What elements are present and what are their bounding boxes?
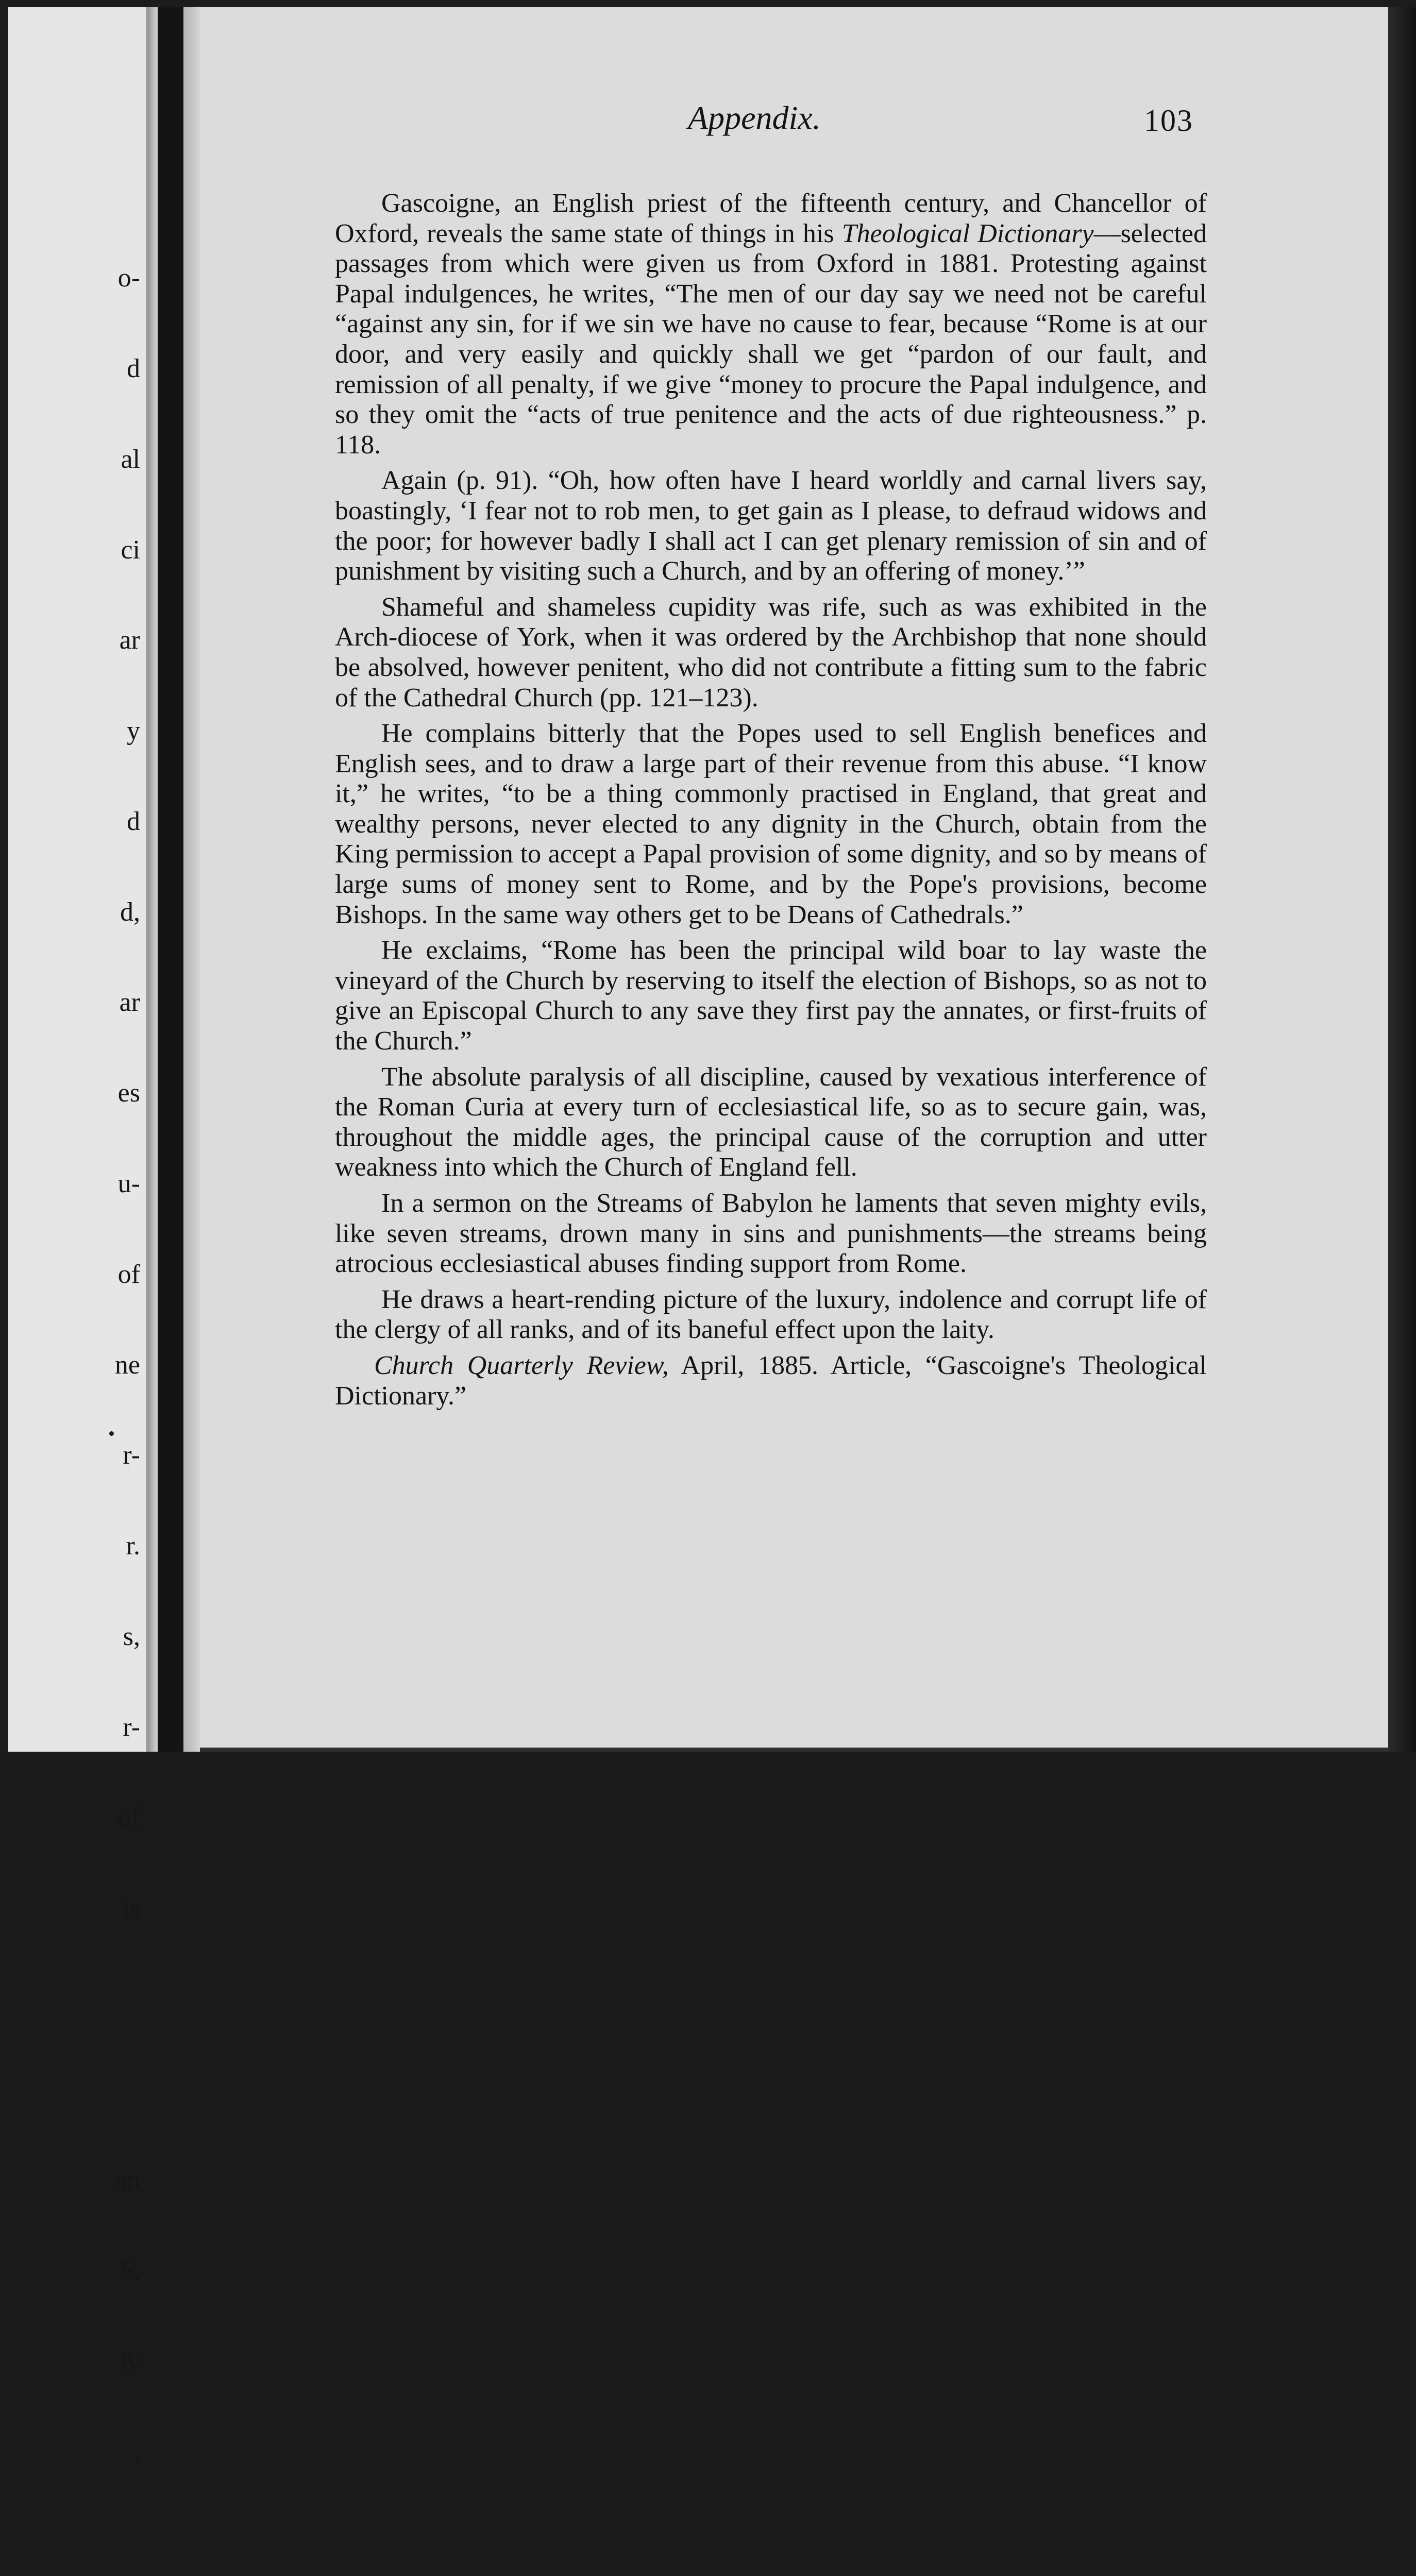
citation-text: April, 1885. Article, “Gascoigne's Theological Dictionary.”: [335, 1350, 1207, 1411]
citation: [335, 1351, 1207, 1411]
running-head: Appendix.: [688, 99, 821, 136]
paragraph: He exclaims, “Rome has been the principal wild boar to lay waste the vineyard of the Church by reserving to itself the election of Bishops, so as not to give an Episcopal Church to any save they first pay the annates, or first-fruits of the Church.”: [335, 936, 1207, 1056]
paragraph-text: —selected passages from which were given us from Oxford in 1881. Protesting against Papal indulgences, he writes, “The men of our day say we need not be careful “against any sin, for if we sin we have no cause to fear, because “Rome is at our door, and very easily and quickly shall we get “pardon of our fault, and remission of all penalty, if we give “money to procure the Papal indulgence, and so they omit the “acts of true penitence and the acts of due righteousness.” p. 118.: [335, 218, 1207, 460]
fragment-line: is: [122, 1893, 140, 1923]
fragment-line: of: [117, 1259, 140, 1289]
fragment-line: d: [127, 806, 140, 836]
fragment-line: o-: [117, 263, 140, 293]
fragment-line: r-: [123, 1712, 140, 1742]
body-text: [335, 189, 1207, 1417]
fragment-line: u-: [117, 1169, 140, 1198]
fragment-gap: [100, 2528, 140, 2558]
fragment-line: ly: [119, 2346, 140, 2376]
journal-title: Church Quarterly Review,: [374, 1350, 669, 1380]
fragment-line: .: [133, 2436, 140, 2466]
fragment-line: ar: [119, 988, 140, 1018]
paragraph: [335, 189, 1207, 460]
fragment-line: of: [117, 1803, 140, 1833]
fragment-line: ci: [121, 535, 140, 565]
fragment-line: d,: [120, 897, 140, 927]
fragment-line: es: [117, 1078, 140, 1108]
ink-speck: [109, 1431, 114, 1436]
fragment-line: ar: [119, 625, 140, 655]
fragment-line: d: [127, 353, 140, 383]
scan-top-border: [0, 0, 1416, 7]
fragment-line: y: [127, 716, 140, 746]
scan-left-border: [0, 0, 8, 1752]
scan-right-border: [1388, 7, 1416, 1752]
paragraph: The absolute paralysis of all discipline, caused by vexatious interference of the Roman Curia at every turn of ecclesiastical life, so as to secure gain, was, throughout the middle ages, the principal cause of the corruption and utter weakness into which the Church of England fell.: [335, 1062, 1207, 1182]
book-title: Theological Dictionary: [841, 218, 1094, 248]
fragment-line: r.: [126, 1531, 140, 1561]
paragraph: In a sermon on the Streams of Babylon he laments that seven mighty evils, like seven streams, drown many in sins and punishments—the streams being atrocious ecclesiastical abuses finding support from Rome.: [335, 1189, 1207, 1279]
gutter-fade: [183, 7, 200, 1752]
book-gutter: [158, 7, 183, 1752]
fragment-line: s,: [123, 1621, 140, 1651]
fragment-line: an: [114, 2165, 140, 2195]
paragraph: He complains bitterly that the Popes used to sell English benefices and English sees, and to draw a large part of their revenue from this abuse. “I know it,” he writes, “to be a thing commonly practised in England, that great and wealthy persons, never elected to any dignity in the Church, obtain from the King permission to accept a Papal provision of some dignity, and so by means of large sums of money sent to Rome, and by the Pope's provisions, become Bishops. In the same way others get to be Deans of Cathedrals.”: [335, 719, 1207, 929]
left-page-text-fragments: [100, 203, 140, 2576]
fragment-gap: [100, 1984, 140, 2014]
paragraph-text: Gascoigne, an English priest of the fifteenth century, and Chancellor of Oxford, reveals the same state of things in his: [335, 189, 1207, 248]
paragraph: Again (p. 91). “Oh, how often have I heard worldly and carnal livers say, boastingly, ‘I fear not to rob men, to get gain as I please, to defraud widows and the poor; for however badly I shall act I can get plenary remission of sin and of punishment by visiting such a Church, and by an offering of money.’”: [335, 466, 1207, 586]
paragraph: He draws a heart-rending picture of the luxury, indolence and corrupt life of the clergy of all ranks, and of its baneful effect upon the laity.: [335, 1284, 1207, 1345]
page-number: 103: [1144, 104, 1193, 138]
fragment-line: al: [121, 444, 140, 474]
fragment-line: r-: [123, 1440, 140, 1470]
scan-bottom-border: [200, 1748, 1388, 1752]
fragment-line: ne: [114, 1350, 140, 1380]
fragment-gap: [100, 2075, 140, 2105]
left-page-edge: [8, 7, 146, 2466]
fragment-line: 5,: [120, 2256, 140, 2285]
paragraph: Shameful and shameless cupidity was rife, such as was exhibited in the Arch-diocese of York, when it was ordered by the Archbishop that none should be absolved, however penitent, who did not contribute a fitting sum to the fabric of the Cathedral Church (pp. 121–123).: [335, 592, 1207, 713]
